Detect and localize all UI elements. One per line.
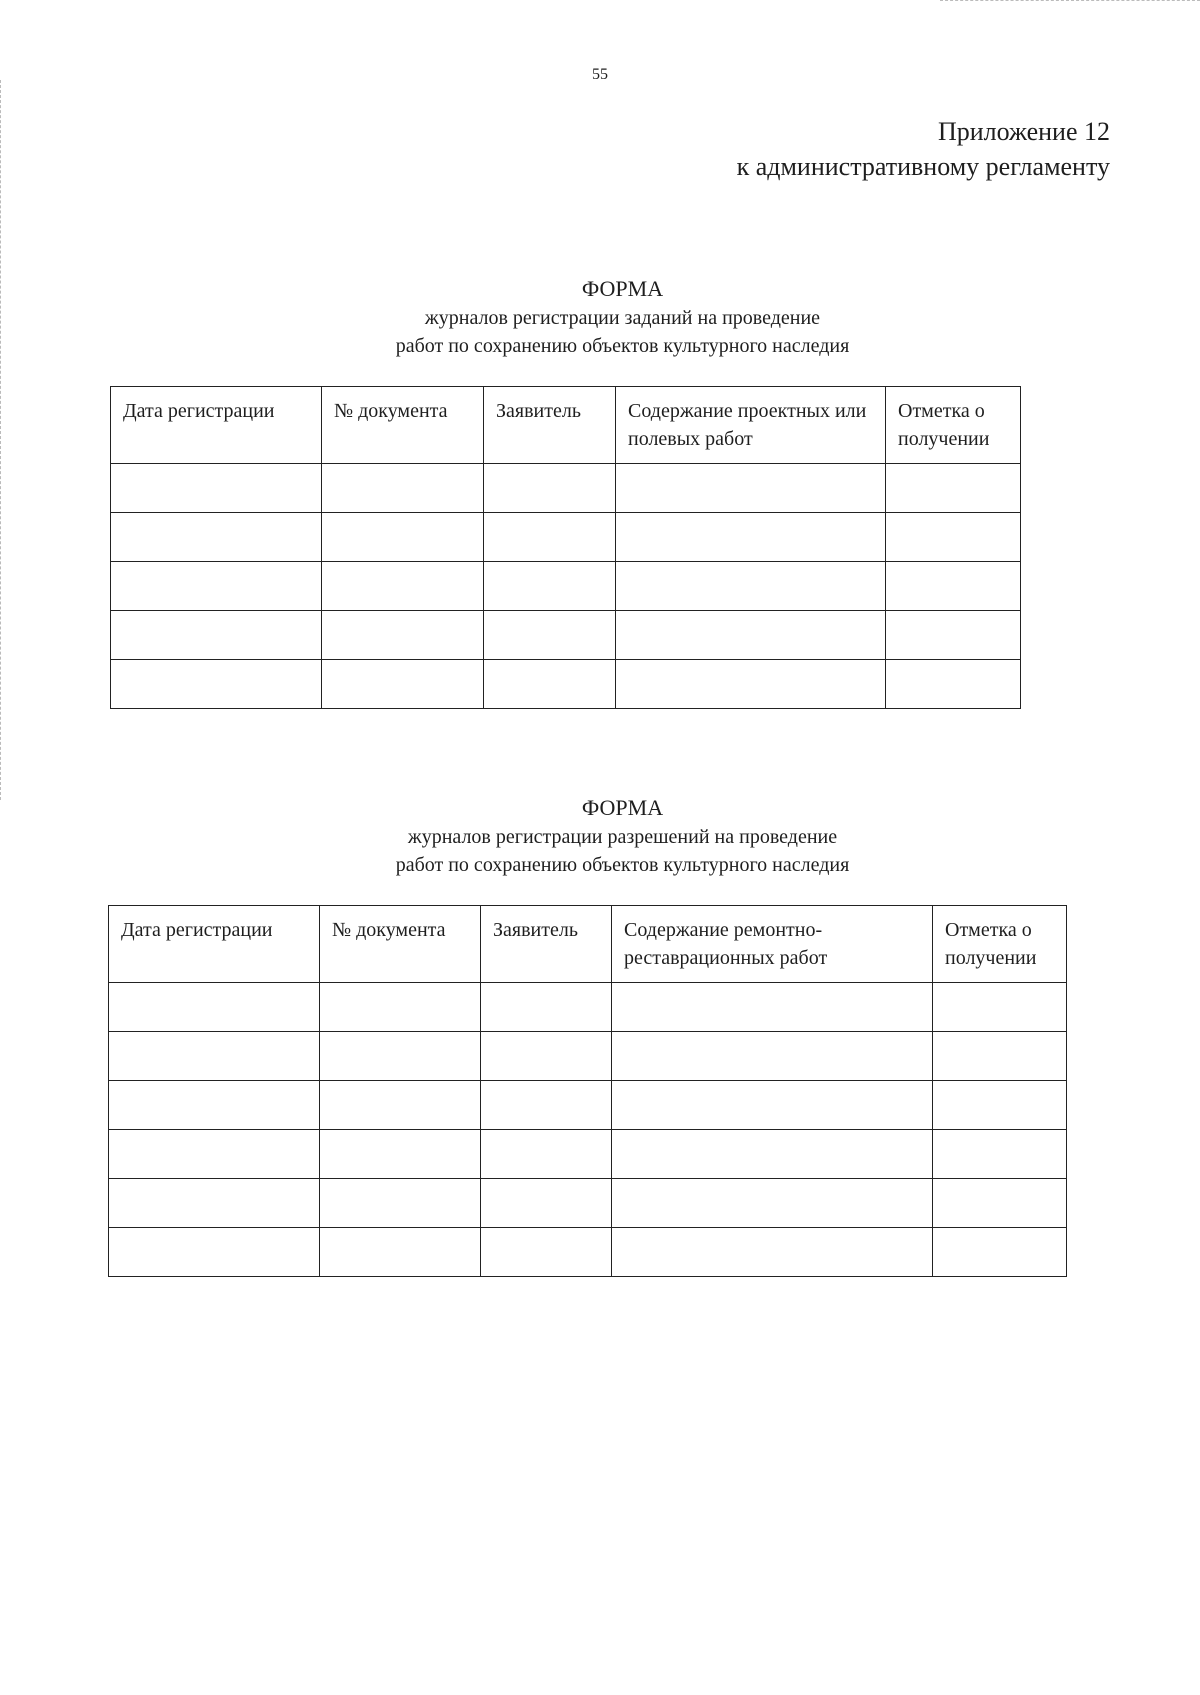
empty-cell	[933, 983, 1067, 1032]
empty-cell	[612, 1081, 933, 1130]
appendix-line-2: к административному регламенту	[736, 152, 1110, 181]
empty-cell	[481, 1228, 612, 1277]
table-row	[111, 562, 1021, 611]
table-row	[109, 983, 1067, 1032]
empty-cell	[484, 464, 616, 513]
empty-cell	[111, 611, 322, 660]
empty-cell	[612, 1130, 933, 1179]
empty-cell	[612, 1032, 933, 1081]
empty-cell	[886, 562, 1021, 611]
empty-cell	[612, 1179, 933, 1228]
empty-cell	[481, 1179, 612, 1228]
form-subtitle-line-2: работ по сохранению объектов культурного наследия	[395, 335, 850, 357]
empty-cell	[109, 1179, 320, 1228]
empty-cell	[322, 611, 484, 660]
empty-cell	[109, 983, 320, 1032]
empty-cell	[111, 513, 322, 562]
empty-cell	[109, 1228, 320, 1277]
empty-cell	[320, 1228, 481, 1277]
table-row	[111, 464, 1021, 513]
table-row	[109, 1179, 1067, 1228]
empty-cell	[109, 1032, 320, 1081]
empty-cell	[111, 660, 322, 709]
scan-edge-top	[940, 0, 1200, 1]
empty-cell	[886, 513, 1021, 562]
column-header: Содержание ремонтно-реставрационных работ	[612, 906, 933, 983]
empty-cell	[616, 660, 886, 709]
form-subtitle-line-1: журналов регистрации разрешений на проведение	[407, 826, 838, 848]
scan-edge-left	[0, 80, 4, 800]
empty-cell	[616, 562, 886, 611]
table-row	[111, 513, 1021, 562]
empty-cell	[933, 1130, 1067, 1179]
empty-cell	[320, 1081, 481, 1130]
empty-cell	[322, 562, 484, 611]
column-header: Дата регистрации	[109, 906, 320, 983]
table-row	[109, 1130, 1067, 1179]
empty-cell	[481, 983, 612, 1032]
appendix-line-1: Приложение 12	[937, 117, 1110, 146]
empty-cell	[111, 562, 322, 611]
page-number: 55	[592, 66, 608, 83]
empty-cell	[886, 464, 1021, 513]
empty-cell	[933, 1179, 1067, 1228]
empty-cell	[484, 562, 616, 611]
table-row	[109, 1228, 1067, 1277]
empty-cell	[111, 464, 322, 513]
empty-cell	[484, 660, 616, 709]
empty-cell	[320, 983, 481, 1032]
column-header: № документа	[320, 906, 481, 983]
empty-cell	[481, 1032, 612, 1081]
table-row	[109, 1032, 1067, 1081]
column-header: № документа	[322, 387, 484, 464]
appendix-header	[737, 114, 1110, 184]
empty-cell	[484, 513, 616, 562]
table-row	[109, 1081, 1067, 1130]
empty-cell	[933, 1228, 1067, 1277]
table-row	[111, 660, 1021, 709]
empty-cell	[322, 464, 484, 513]
empty-cell	[933, 1032, 1067, 1081]
column-header: Отметка о получении	[886, 387, 1021, 464]
empty-cell	[481, 1081, 612, 1130]
empty-cell	[886, 660, 1021, 709]
empty-cell	[612, 1228, 933, 1277]
form-heading-2	[0, 793, 1200, 879]
empty-cell	[616, 513, 886, 562]
form-heading-1	[0, 274, 1200, 360]
empty-cell	[886, 611, 1021, 660]
form-title: ФОРМА	[581, 795, 664, 820]
empty-cell	[616, 464, 886, 513]
form-subtitle-line-1: журналов регистрации заданий на проведение	[424, 307, 821, 329]
empty-cell	[322, 660, 484, 709]
column-header: Отметка о получении	[933, 906, 1067, 983]
empty-cell	[933, 1081, 1067, 1130]
empty-cell	[109, 1081, 320, 1130]
table-header-row	[109, 906, 1067, 983]
journal-table-permits	[108, 905, 1067, 1277]
empty-cell	[320, 1179, 481, 1228]
empty-cell	[481, 1130, 612, 1179]
empty-cell	[484, 611, 616, 660]
journal-table-tasks	[110, 386, 1021, 709]
form-subtitle-line-2: работ по сохранению объектов культурного наследия	[395, 854, 850, 876]
table-header-row	[111, 387, 1021, 464]
empty-cell	[320, 1032, 481, 1081]
column-header: Дата регистрации	[111, 387, 322, 464]
empty-cell	[616, 611, 886, 660]
empty-cell	[320, 1130, 481, 1179]
table-row	[111, 611, 1021, 660]
form-title: ФОРМА	[581, 276, 664, 301]
empty-cell	[612, 983, 933, 1032]
empty-cell	[109, 1130, 320, 1179]
column-header: Заявитель	[484, 387, 616, 464]
empty-cell	[322, 513, 484, 562]
column-header: Содержание проектных или полевых работ	[616, 387, 886, 464]
column-header: Заявитель	[481, 906, 612, 983]
